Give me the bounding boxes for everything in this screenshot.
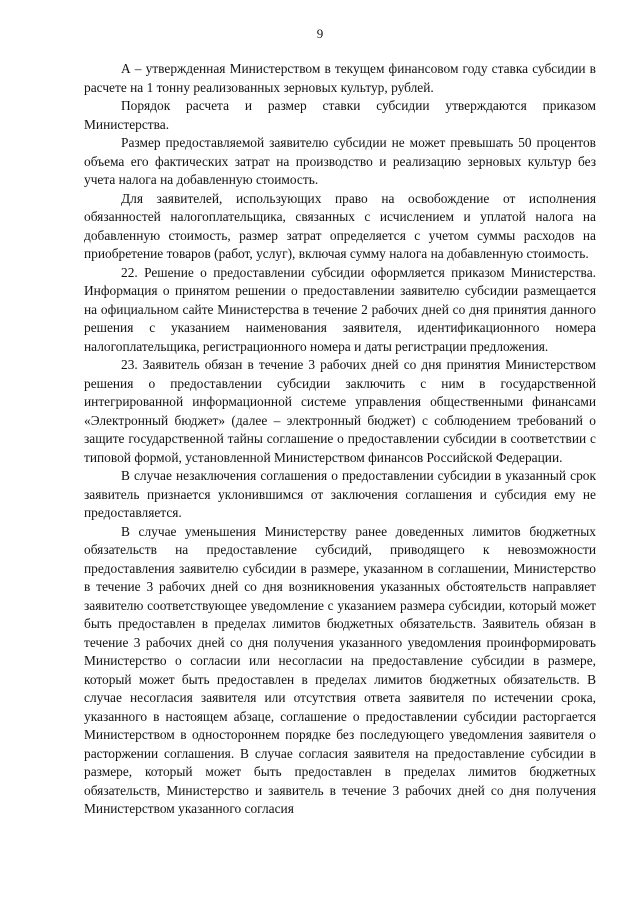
- paragraph-vat-exemption: Для заявителей, использующих право на освобождение от исполнения обязанностей налогоплательщика, связанных с исчислением и уплатой налога на добавленную стоимость, размер затрат определяется с учетом суммы расходов на приобретение товаров (работ, услуг), включая сумму налога на добавленную стоимость.: [84, 190, 596, 261]
- paragraph-clause-22: 22. Решение о предоставлении субсидии оформляется приказом Министерства. Информация о принятом решении о предоставлении заявителю субсидии размещается на официальном сайте Министерства в течение 2 рабочих дней со дня принятия данного решения с указанием наименования заявителя, идентификационного номера налогоплательщика, регистрационного номера и даты регистрации предложения.: [84, 264, 596, 354]
- paragraph-rate-order: Порядок расчета и размер ставки субсидии утверждаются приказом Министерства.: [84, 98, 596, 132]
- paragraph-subsidy-limit: Размер предоставляемой заявителю субсидии не может превышать 50 процентов объема его фактических затрат на производство и реализацию зерновых культур без учета налога на добавленную стоимость.: [84, 135, 596, 187]
- paragraph-non-conclusion: В случае незаключения соглашения о предоставлении субсидии в указанный срок заявитель признается уклонившимся от заключения соглашения и субсидия ему не предоставляется.: [84, 468, 596, 520]
- document-body: [84, 60, 596, 819]
- page-number: 9: [316, 26, 324, 41]
- paragraph-limits-reduction: В случае уменьшения Министерству ранее доведенных лимитов бюджетных обязательств на предоставление субсидий, приводящего к невозможности предоставления заявителю субсидии в размере, указанном в соглашении, Министерство в течение 3 рабочих дней со дня возникновения указанных обстоятельств направляет заявителю соответствующее уведомление с указанием размера субсидии, который может быть предоставлен в пределах лимитов бюджетных обязательств. Заявитель обязан в течение 3 рабочих дней со дня получения указанного уведомления проинформировать Министерство о согласии или несогласии на предоставление субсидии в размере, который может быть предоставлен в пределах лимитов бюджетных обязательств. В случае несогласия заявителя или отсутствия ответа заявителя по истечении срока, указанного в настоящем абзаце, соглашение о предоставлении субсидии расторгается Министерством в одностороннем порядке без последующего уведомления заявителя о расторжении соглашения. В случае согласия заявителя на предоставление субсидии в размере, который может быть предоставлен в пределах лимитов бюджетных обязательств, Министерство и заявитель в течение 3 рабочих дней со дня получения Министерством указанного согласия: [84, 523, 596, 816]
- paragraph-rate-definition: А – утвержденная Министерством в текущем финансовом году ставка субсидии в расчете на 1 тонну реализованных зерновых культур, рублей.: [84, 61, 596, 95]
- paragraph-clause-23: 23. Заявитель обязан в течение 3 рабочих дней со дня принятия Министерством решения о предоставлении субсидии заключить с ним в государственной интегрированной информационной системе управления общественными финансами «Электронный бюджет» (далее – электронный бюджет) с соблюдением требований о защите государственной тайны соглашение о предоставлении субсидии в соответствии с типовой формой, установленной Министерством финансов Российской Федерации.: [84, 357, 596, 465]
